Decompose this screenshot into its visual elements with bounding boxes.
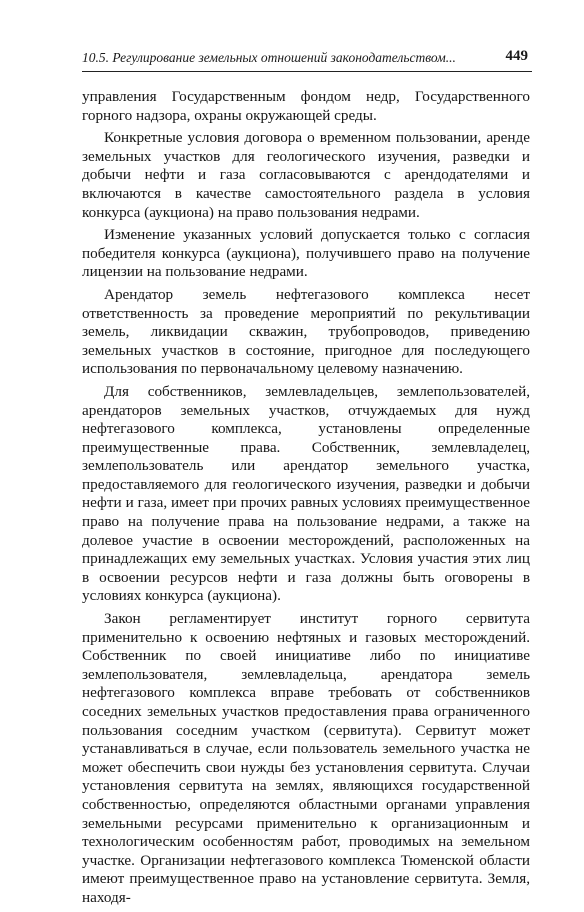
header-rule: [82, 71, 532, 72]
running-title: 10.5. Регулирование земельных отношений законодательством...: [82, 50, 456, 65]
paragraph: Закон регламентирует институт горного сервитута применительно к освоению нефтяных и газовых месторождений. Собственник по своей инициативе либо по инициативе землепользователя, землевладельца, арендатора земель нефтегазового комплекса вправе требовать от собственников соседних земельных участков предоставления права ограниченного пользования соседним участком (сервитута). Сервитут может устанавливаться в случае, если пользователь земельного участка не может обеспечить свои нужды без установления сервитута. Случаи установления сервитута на землях, являющихся государственной собственностью, определяются областными органами управления земельными ресурсами применительно к организационным и технологическим особенностям работ, проводимых на земельном участке. Организации нефтегазового комплекса Тюменской области имеют преимущественное право на установление сервитута. Земля, находя-: [82, 610, 530, 906]
paragraph: Для собственников, землевладельцев, землепользователей, арендаторов земельных участков, отчуждаемых для нужд нефтегазового комплекса, установлены определенные преимущественные права. Собственник, землевладелец, землепользователь или арендатор земельного участка, предоставляемого для геологического изучения, разведки и добычи нефти и газа, имеет при прочих равных условиях преимущественное право на получение права на пользование недрами, а также на долевое участие в освоении месторождений, расположенных на принадлежащих ему земельных участках. Условия участия этих лиц в освоении ресурсов нефти и газа должны быть оговорены в условиях конкурса (аукциона).: [82, 382, 530, 605]
paragraph: Конкретные условия договора о временном пользовании, аренде земельных участков для геологического изучения, разведки и добычи нефти и газа согласовываются с арендодателями и включаются в качестве самостоятельного раздела в условия конкурса (аукциона) на право пользования недрами.: [82, 129, 530, 221]
paragraph: Изменение указанных условий допускается только с согласия победителя конкурса (аукциона), получившего право на получение лицензии на пользование недрами.: [82, 226, 530, 281]
paragraph: управления Государственным фондом недр, Государственного горного надзора, охраны окружающей среды.: [82, 88, 530, 124]
paragraph: Арендатор земель нефтегазового комплекса несет ответственность за проведение мероприятий по рекультивации земель, ликвидации скважин, трубопроводов, приведению земельных участков в состояние, пригодное для последующего использования по первоначальному целевому назначению.: [82, 285, 530, 378]
page-body: [82, 88, 530, 912]
page-number: 449: [505, 48, 528, 64]
running-header: [82, 48, 530, 70]
